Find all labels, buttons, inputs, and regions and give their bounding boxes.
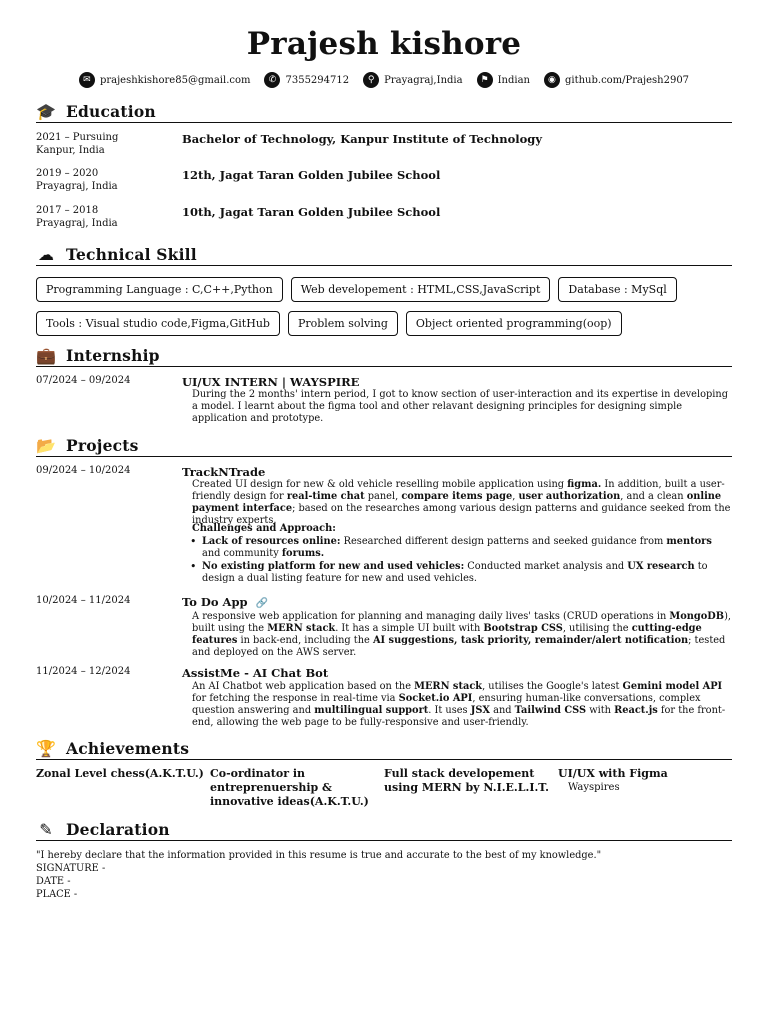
- achievement-issuer: Wayspires: [568, 782, 620, 793]
- skill-badge: Programming Language : C,C++,Python: [36, 277, 283, 302]
- bullet-icon: •: [190, 535, 197, 548]
- challenge-text: Lack of resources online: Researched different design patterns and seeked guidance from mentors and community forums.: [202, 536, 712, 559]
- achievements-list: [36, 767, 732, 809]
- project-description: An AI Chatbot web application based on the MERN stack, utilises the Google's latest Gemini model API for fetching the response in real-time via Socket.io API, ensuring human-like conversations, complex question answering and multilingual support. It uses JSX and Tailwind CSS with React.js for the front-end, allowing the web page to be fully-responsive and user-friendly.: [192, 681, 726, 728]
- education-date: 2019 – 2020: [36, 168, 99, 179]
- contact-github-text: github.com/Prajesh2907: [564, 74, 690, 86]
- education-title: Education: [66, 101, 156, 121]
- achievement-item: [558, 767, 732, 809]
- education-title-text: 12th, Jagat Taran Golden Jubilee School: [182, 168, 441, 182]
- candidate-name: Prajesh kishore: [246, 26, 522, 62]
- projects-section-header: [36, 434, 732, 457]
- phone-icon: ✆: [264, 72, 280, 88]
- project-date: 11/2024 – 12/2024: [36, 666, 131, 677]
- education-section-header: [36, 100, 732, 123]
- declaration-block: [36, 849, 601, 901]
- skills-row: [36, 277, 732, 302]
- graduation-cap-icon: 🎓: [36, 101, 56, 121]
- achievements-title: Achievements: [66, 738, 190, 758]
- contact-github[interactable]: [544, 72, 689, 88]
- internship-section-header: [36, 344, 732, 367]
- challenge-text: No existing platform for new and used vehicles: Conducted market analysis and UX research to design a dual listing feature for new and used vehicles.: [202, 561, 708, 584]
- contact-phone-text: 7355294712: [285, 74, 350, 86]
- project-date: 10/2024 – 11/2024: [36, 595, 131, 606]
- contact-phone[interactable]: [264, 72, 349, 88]
- challenge-item: [182, 561, 732, 585]
- skills-section-header: [36, 243, 732, 266]
- internship-title: Internship: [66, 345, 160, 365]
- project-description: Created UI design for new & old vehicle reselling mobile application using figma. In addition, built a user-friendly design for real-time chat panel, compare items page, user authorization, and a clean online payment interface; based on the researches among various design patterns and guidance seeked from the industry experts.: [192, 479, 731, 526]
- flag-icon: ⚑: [477, 72, 493, 88]
- contact-location-text: Prayagraj,India: [384, 74, 463, 86]
- education-title-text: 10th, Jagat Taran Golden Jubilee School: [182, 205, 441, 219]
- skill-badge: Problem solving: [288, 311, 398, 336]
- contact-bar: [0, 72, 768, 88]
- project-title[interactable]: To Do App: [182, 595, 248, 609]
- project-title-wrap: [182, 595, 268, 609]
- education-location: Kanpur, India: [36, 145, 105, 156]
- challenges-list: [182, 523, 732, 586]
- skill-badge: Tools : Visual studio code,Figma,GitHub: [36, 311, 280, 336]
- briefcase-icon: 💼: [36, 345, 56, 365]
- signature-line: SIGNATURE -: [36, 863, 106, 874]
- skills-row: [36, 311, 732, 336]
- project-title: AssistMe - AI Chat Bot: [182, 666, 329, 680]
- declaration-title: Declaration: [66, 819, 170, 839]
- contact-nationality-text: Indian: [497, 74, 530, 86]
- achievement-item: [36, 767, 210, 809]
- education-location: Prayagraj, India: [36, 218, 118, 229]
- achievement-title: UI/UX with Figma: [558, 767, 668, 780]
- trophy-icon: 🏆: [36, 738, 56, 758]
- skills-title: Technical Skill: [66, 244, 197, 264]
- challenge-item: [182, 536, 732, 560]
- place-line: PLACE -: [36, 889, 78, 900]
- internship-role: UI/UX INTERN | WAYSPIRE: [182, 375, 360, 389]
- skill-badge: Database : MySql: [558, 277, 676, 302]
- project-description: A responsive web application for planning and managing daily lives' tasks (CRUD operations in MongoDB), built using the MERN stack. It has a simple UI built with Bootstrap CSS, utilising the cutting-edge features in back-end, including the AI suggestions, task priority, remainder/alert notification; tested and deployed on the AWS server.: [192, 611, 731, 658]
- skill-badge: Web developement : HTML,CSS,JavaScript: [291, 277, 551, 302]
- education-location: Prayagraj, India: [36, 181, 118, 192]
- education-date: 2017 – 2018: [36, 205, 99, 216]
- achievements-section-header: [36, 737, 732, 760]
- projects-title: Projects: [66, 435, 139, 455]
- skills-list: [36, 277, 732, 345]
- declaration-quote: "I hereby declare that the information provided in this resume is true and accurate to the best of my knowledge.": [36, 850, 602, 861]
- envelope-icon: ✉: [79, 72, 95, 88]
- bullet-icon: •: [190, 560, 197, 573]
- challenges-title: Challenges and Approach:: [192, 523, 336, 534]
- contact-nationality: [477, 72, 530, 88]
- education-date: 2021 – Pursuing: [36, 132, 119, 143]
- location-pin-icon: ⚲: [363, 72, 379, 88]
- project-date: 09/2024 – 10/2024: [36, 465, 131, 476]
- skill-badge: Object oriented programming(oop): [406, 311, 622, 336]
- project-title: TrackNTrade: [182, 465, 266, 479]
- achievement-title: Zonal Level chess(A.K.T.U.): [36, 767, 204, 780]
- achievement-title: Co-ordinator in entreprenuership & innovative ideas(A.K.T.U.): [210, 767, 369, 808]
- declaration-section-header: [36, 818, 732, 841]
- contact-email[interactable]: [79, 72, 251, 88]
- achievement-title: Full stack developement using MERN by N.I.E.L.I.T.: [384, 767, 549, 794]
- achievement-item: [210, 767, 384, 809]
- github-icon: ◉: [544, 72, 560, 88]
- internship-date: 07/2024 – 09/2024: [36, 375, 131, 386]
- pencil-icon: ✎: [39, 819, 53, 839]
- education-title-text: Bachelor of Technology, Kanpur Institute of Technology: [182, 132, 542, 146]
- date-line: DATE -: [36, 876, 71, 887]
- contact-email-text: prajeshkishore85@gmail.com: [99, 74, 251, 86]
- contact-location: [363, 72, 462, 88]
- internship-description: During the 2 months' intern period, I got to know section of user-interaction and its expertise in developing a model. I learnt about the figma tool and other relavant designing principles for designing simple application and prototype.: [192, 389, 728, 424]
- achievement-item: [384, 767, 558, 809]
- link-icon[interactable]: 🔗: [255, 598, 269, 609]
- folder-icon: 📂: [36, 435, 56, 455]
- brain-icon: ☁: [38, 244, 54, 264]
